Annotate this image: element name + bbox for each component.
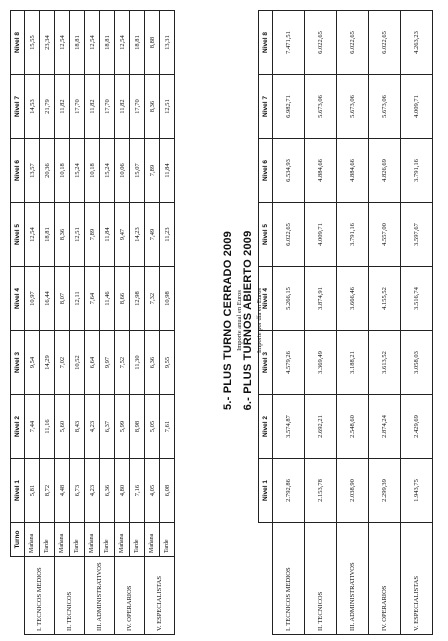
value-cell: 5.673,06 bbox=[337, 75, 369, 139]
row-category-label: IV. OPERARIOS bbox=[369, 523, 401, 635]
section5-subtitle: Importe anual en Euros bbox=[236, 290, 243, 351]
value-cell: 11,82 bbox=[115, 75, 130, 139]
row-category-label: V. ESPECIALISTAS bbox=[145, 557, 175, 635]
turno-label: Tarde bbox=[130, 523, 145, 557]
turno-label: Mañana bbox=[25, 523, 40, 557]
value-cell: 8,72 bbox=[40, 459, 55, 523]
value-cell: 7,49 bbox=[145, 203, 160, 267]
value-cell: 11,82 bbox=[55, 75, 70, 139]
value-cell: 7,61 bbox=[160, 395, 175, 459]
column-header-nivel-4: Nivel 4 bbox=[11, 267, 25, 331]
value-cell: 2.874,24 bbox=[369, 395, 401, 459]
column-header-nivel-7: Nivel 7 bbox=[259, 75, 273, 139]
value-cell: 4.009,71 bbox=[305, 203, 337, 267]
turno-label: Mañana bbox=[85, 523, 100, 557]
plus-turnos-abierto-table bbox=[10, 10, 175, 635]
value-cell: 4.263,23 bbox=[401, 11, 433, 75]
value-cell: 6,37 bbox=[100, 395, 115, 459]
column-header-nivel-7: Nivel 7 bbox=[11, 75, 25, 139]
value-cell: 16,44 bbox=[40, 267, 55, 331]
value-cell: 9,55 bbox=[160, 331, 175, 395]
table-row bbox=[100, 11, 115, 635]
value-cell: 5.266,15 bbox=[273, 267, 305, 331]
value-cell: 9,97 bbox=[100, 331, 115, 395]
turno-label: Tarde bbox=[40, 523, 55, 557]
row-category-label: I. TECNICOS MEDIOS bbox=[25, 557, 55, 635]
value-cell: 17,70 bbox=[130, 75, 145, 139]
value-cell: 12,11 bbox=[70, 267, 85, 331]
turno-label: Tarde bbox=[160, 523, 175, 557]
row-category-label: III. ADMINISTRATIVOS bbox=[337, 523, 369, 635]
value-cell: 4,05 bbox=[145, 459, 160, 523]
column-header-nivel-1: Nivel 1 bbox=[11, 459, 25, 523]
value-cell: 2.792,86 bbox=[273, 459, 305, 523]
value-cell: 12,51 bbox=[160, 75, 175, 139]
section6-subtitle: Importe por día en Euros bbox=[256, 288, 263, 353]
column-header-nivel-6: Nivel 6 bbox=[11, 139, 25, 203]
value-cell: 7.471,51 bbox=[273, 11, 305, 75]
value-cell: 15,24 bbox=[70, 139, 85, 203]
value-cell: 12,51 bbox=[70, 203, 85, 267]
value-cell: 10,06 bbox=[115, 139, 130, 203]
value-cell: 7,52 bbox=[115, 331, 130, 395]
empty-corner-cell bbox=[11, 557, 25, 635]
value-cell: 3.791,16 bbox=[337, 203, 369, 267]
column-header-nivel-8: Nivel 8 bbox=[11, 11, 25, 75]
table-row bbox=[70, 11, 85, 635]
table-row bbox=[160, 11, 175, 635]
column-header-nivel-1: Nivel 1 bbox=[259, 459, 273, 523]
value-cell: 8,98 bbox=[130, 395, 145, 459]
value-cell: 6,64 bbox=[85, 331, 100, 395]
table-row bbox=[25, 11, 40, 635]
value-cell: 11,16 bbox=[40, 395, 55, 459]
value-cell: 2.299,39 bbox=[369, 459, 401, 523]
column-header-nivel-2: Nivel 2 bbox=[259, 395, 273, 459]
value-cell: 14,29 bbox=[40, 331, 55, 395]
value-cell: 12,54 bbox=[25, 203, 40, 267]
section6-title: 6.- PLUS TURNOS ABIERTO 2009 bbox=[242, 230, 254, 411]
value-cell: 7,44 bbox=[25, 395, 40, 459]
row-category-label: II. TECNICOS bbox=[305, 523, 337, 635]
value-cell: 11,82 bbox=[85, 75, 100, 139]
column-header-nivel-8: Nivel 8 bbox=[259, 11, 273, 75]
value-cell: 12,98 bbox=[130, 267, 145, 331]
value-cell: 6.022,65 bbox=[369, 11, 401, 75]
value-cell: 8,66 bbox=[115, 267, 130, 331]
value-cell: 4.884,66 bbox=[337, 139, 369, 203]
value-cell: 2.038,90 bbox=[337, 459, 369, 523]
value-cell: 6.022,65 bbox=[305, 11, 337, 75]
row-category-label: IV. OPERARIOS bbox=[115, 557, 145, 635]
value-cell: 5,99 bbox=[115, 395, 130, 459]
value-cell: 4.557,00 bbox=[369, 203, 401, 267]
value-cell: 3.369,49 bbox=[305, 331, 337, 395]
turno-label: Mañana bbox=[145, 523, 160, 557]
value-cell: 7,16 bbox=[130, 459, 145, 523]
value-cell: 5,05 bbox=[145, 395, 160, 459]
value-cell: 9,47 bbox=[115, 203, 130, 267]
value-cell: 23,34 bbox=[40, 11, 55, 75]
table-row bbox=[401, 11, 433, 635]
value-cell: 14,53 bbox=[25, 75, 40, 139]
value-cell: 6.534,93 bbox=[273, 139, 305, 203]
value-cell: 2.429,69 bbox=[401, 395, 433, 459]
value-cell: 4,23 bbox=[85, 459, 100, 523]
value-cell: 5,81 bbox=[25, 459, 40, 523]
value-cell: 18,81 bbox=[40, 203, 55, 267]
value-cell: 14,23 bbox=[130, 203, 145, 267]
value-cell: 9,54 bbox=[25, 331, 40, 395]
value-cell: 15,07 bbox=[130, 139, 145, 203]
value-cell: 18,81 bbox=[100, 11, 115, 75]
column-header-nivel-5: Nivel 5 bbox=[11, 203, 25, 267]
row-category-label: V. ESPECIALISTAS bbox=[401, 523, 433, 635]
value-cell: 8,36 bbox=[55, 203, 70, 267]
value-cell: 21,79 bbox=[40, 75, 55, 139]
table-row bbox=[337, 11, 369, 635]
value-cell: 4.826,69 bbox=[369, 139, 401, 203]
value-cell: 4.884,66 bbox=[305, 139, 337, 203]
value-cell: 3.874,91 bbox=[305, 267, 337, 331]
row-category-label: II. TECNICOS bbox=[55, 557, 85, 635]
table-row bbox=[40, 11, 55, 635]
value-cell: 12,54 bbox=[115, 11, 130, 75]
row-category-label: III. ADMINISTRATIVOS bbox=[85, 557, 115, 635]
value-cell: 3.791,16 bbox=[401, 139, 433, 203]
value-cell: 17,70 bbox=[100, 75, 115, 139]
value-cell: 6,36 bbox=[100, 459, 115, 523]
value-cell: 3.613,52 bbox=[369, 331, 401, 395]
value-cell: 18,81 bbox=[70, 11, 85, 75]
value-cell: 3.666,46 bbox=[337, 267, 369, 331]
value-cell: 2.153,78 bbox=[305, 459, 337, 523]
value-cell: 4.009,71 bbox=[401, 75, 433, 139]
value-cell: 8,36 bbox=[145, 75, 160, 139]
value-cell: 13,57 bbox=[25, 139, 40, 203]
value-cell: 1.943,75 bbox=[401, 459, 433, 523]
column-header-nivel-3: Nivel 3 bbox=[259, 331, 273, 395]
value-cell: 7,32 bbox=[145, 267, 160, 331]
column-header-nivel-2: Nivel 2 bbox=[11, 395, 25, 459]
value-cell: 6,36 bbox=[145, 331, 160, 395]
turno-label: Tarde bbox=[100, 523, 115, 557]
value-cell: 11,84 bbox=[160, 139, 175, 203]
value-cell: 6.022,65 bbox=[273, 203, 305, 267]
value-cell: 12,54 bbox=[85, 11, 100, 75]
value-cell: 6,08 bbox=[160, 459, 175, 523]
value-cell: 3.574,87 bbox=[273, 395, 305, 459]
value-cell: 6.982,71 bbox=[273, 75, 305, 139]
column-header-nivel-4: Nivel 4 bbox=[259, 267, 273, 331]
value-cell: 10,18 bbox=[55, 139, 70, 203]
value-cell: 4,23 bbox=[85, 395, 100, 459]
column-header-nivel-6: Nivel 6 bbox=[259, 139, 273, 203]
value-cell: 2.692,21 bbox=[305, 395, 337, 459]
column-header-nivel-3: Nivel 3 bbox=[11, 331, 25, 395]
value-cell: 3.058,03 bbox=[401, 331, 433, 395]
table-row bbox=[145, 11, 160, 635]
value-cell: 15,55 bbox=[25, 11, 40, 75]
value-cell: 18,81 bbox=[130, 11, 145, 75]
value-cell: 6.022,65 bbox=[337, 11, 369, 75]
value-cell: 3.516,74 bbox=[401, 267, 433, 331]
column-header-turno: Turno bbox=[11, 523, 25, 557]
value-cell: 7,89 bbox=[145, 139, 160, 203]
turno-label: Tarde bbox=[70, 523, 85, 557]
column-header-nivel-5: Nivel 5 bbox=[259, 203, 273, 267]
value-cell: 15,24 bbox=[100, 139, 115, 203]
value-cell: 4.579,26 bbox=[273, 331, 305, 395]
value-cell: 4.155,52 bbox=[369, 267, 401, 331]
value-cell: 3.188,21 bbox=[337, 331, 369, 395]
value-cell: 10,98 bbox=[160, 267, 175, 331]
value-cell: 11,46 bbox=[100, 267, 115, 331]
value-cell: 3.597,67 bbox=[401, 203, 433, 267]
value-cell: 8,07 bbox=[55, 267, 70, 331]
value-cell: 11,84 bbox=[100, 203, 115, 267]
table-row bbox=[115, 11, 130, 635]
value-cell: 11,23 bbox=[160, 203, 175, 267]
value-cell: 11,30 bbox=[130, 331, 145, 395]
turno-label: Mañana bbox=[115, 523, 130, 557]
value-cell: 10,52 bbox=[70, 331, 85, 395]
value-cell: 13,31 bbox=[160, 11, 175, 75]
value-cell: 4,80 bbox=[115, 459, 130, 523]
turno-label: Mañana bbox=[55, 523, 70, 557]
value-cell: 2.548,60 bbox=[337, 395, 369, 459]
value-cell: 10,18 bbox=[85, 139, 100, 203]
table-row bbox=[55, 11, 70, 635]
value-cell: 7,89 bbox=[85, 203, 100, 267]
value-cell: 17,70 bbox=[70, 75, 85, 139]
table-row bbox=[85, 11, 100, 635]
value-cell: 8,43 bbox=[70, 395, 85, 459]
row-category-label: I. TECNICOS MEDIOS bbox=[273, 523, 305, 635]
value-cell: 8,88 bbox=[145, 11, 160, 75]
table-header-row bbox=[11, 11, 25, 635]
value-cell: 20,36 bbox=[40, 139, 55, 203]
value-cell: 6,73 bbox=[70, 459, 85, 523]
value-cell: 12,54 bbox=[55, 11, 70, 75]
value-cell: 4,48 bbox=[55, 459, 70, 523]
value-cell: 5.673,06 bbox=[305, 75, 337, 139]
table-row bbox=[130, 11, 145, 635]
plus-turno-cerrado-table bbox=[258, 10, 433, 635]
value-cell: 7,64 bbox=[85, 267, 100, 331]
value-cell: 5,60 bbox=[55, 395, 70, 459]
section5-title: 5.- PLUS TURNO CERRADO 2009 bbox=[222, 231, 234, 410]
value-cell: 7,02 bbox=[55, 331, 70, 395]
table-row bbox=[273, 11, 305, 635]
value-cell: 10,97 bbox=[25, 267, 40, 331]
table-row bbox=[305, 11, 337, 635]
table-row bbox=[369, 11, 401, 635]
value-cell: 5.673,06 bbox=[369, 75, 401, 139]
